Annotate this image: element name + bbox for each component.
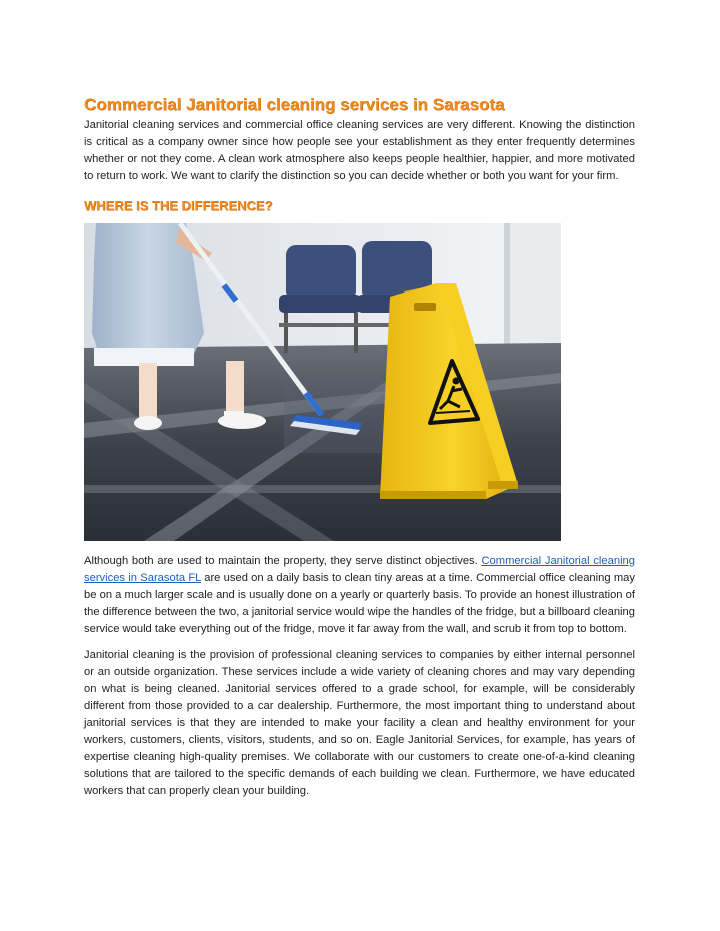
document-page (84, 94, 635, 800)
cleaning-photo (84, 223, 561, 541)
body-paragraph (84, 553, 635, 638)
page-title: Commercial Janitorial cleaning services in Sarasota (84, 95, 505, 114)
body-paragraph: Janitorial cleaning is the provision of professional cleaning services to companies by either internal personnel or an outside organization. These services include a wide variety of cleaning chores and may vary depending on what is being cleaned. Janitorial services offered to a grade school, for example, will be considerably different from those provided to a car dealership. Furthermore, the most important thing to understand about janitorial services is that they are intended to make your facility a clean and healthy environment for your workers, customers, clients, visitors, students, and so on. Eagle Janitorial Services, for example, has years of expertise cleaning high-quality premises. We collaborate with our customers to create one-of-a-kind cleaning solutions that are tailored to the specific demands of each building we clean. Furthermore, we have educated workers that can properly clean your building. (84, 649, 635, 797)
paragraph-text: are used on a daily basis to clean tiny areas at a time. Commercial office cleaning may be on a much larger scale and is usually done on a yearly or quarterly basis. To provide an honest illustration of the difference between the two, a janitorial service would wipe the handles of the fridge, but a billboard cleaning service would take everything out of the fridge, move it far away from the wall, and scrub it from top to bottom. (84, 572, 635, 635)
commercial-janitorial-link[interactable]: Commercial Janitorial cleaning services in Sarasota FL (84, 555, 635, 584)
paragraph-text: Although both are used to maintain the property, they serve distinct objectives. (84, 555, 482, 567)
section-heading: WHERE IS THE DIFFERENCE? (84, 198, 273, 213)
intro-paragraph: Janitorial cleaning services and commercial office cleaning services are very different. Knowing the distinction is critical as a company owner since how people see your establishment as they enter frequently determines whether or not they come. A clean work atmosphere also keeps people healthier, happier, and more motivated to return to work. We want to clarify the distinction so you can decide whether or both you want for your firm. (84, 119, 635, 182)
